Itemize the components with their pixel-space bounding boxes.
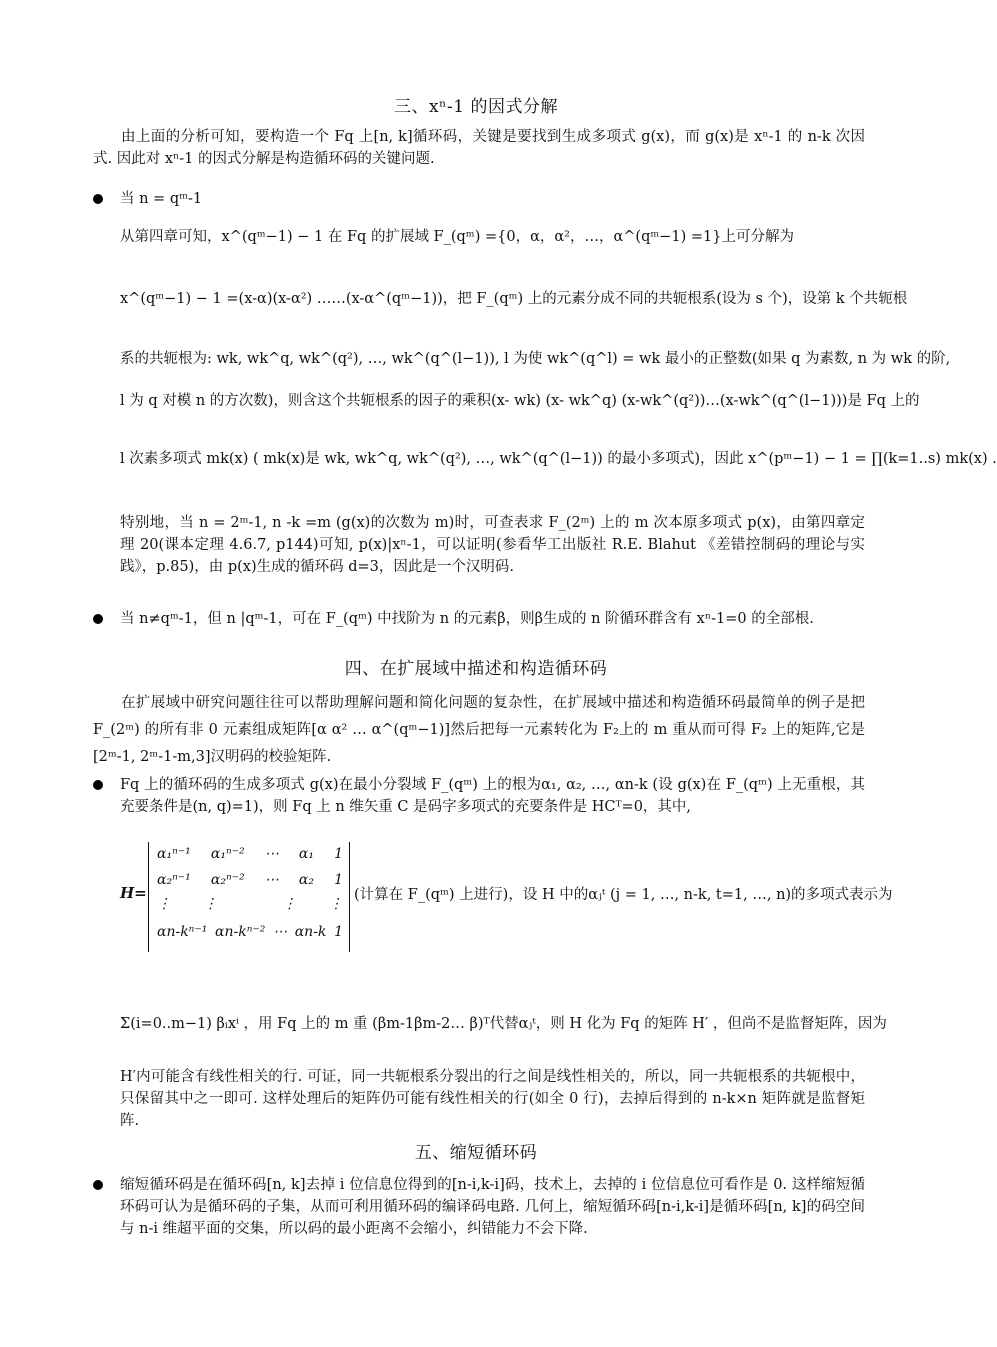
parity-matrix-block — [120, 838, 893, 958]
section-3-intro: 由上面的分析可知，要构造一个 Fq 上[n, k]循环码，关键是要找到生成多项式 g(x)，而 g(x)是 xⁿ-1 的 n-k 次因式. 因此对 xⁿ-1 的因式分解是构造循环码的关键问题. — [93, 129, 865, 167]
section-5-heading: 五、缩短循环码 — [414, 1143, 538, 1163]
section-4-heading: 四、在扩展域中描述和构造循环码 — [344, 659, 608, 679]
sum-line: Σ(i=0..m−1) βᵢxⁱ ，用 Fq 上的 m 重 (βm-1βm-2… β)ᵀ代替αⱼᵗ，则 H 化为 Fq 的矩阵 H′ ，但尚不是监督矩阵，因为 — [120, 1016, 887, 1032]
matrix-row: α₁ⁿ⁻¹ α₁ⁿ⁻² ⋯ α₁ 1 — [157, 846, 343, 862]
bullet-1-title: 当 n = qᵐ-1 — [120, 191, 203, 207]
bullet-2: 当 n≠qᵐ-1，但 n |qᵐ-1，可在 F_(qᵐ) 中找阶为 n 的元素β，则β生成的 n 阶循环群含有 xⁿ-1=0 的全部根. — [120, 611, 814, 627]
bullet-dot — [93, 780, 103, 790]
bullet-dot — [93, 614, 103, 624]
generator-roots-paragraph: Fq 上的循环码的生成多项式 g(x)在最小分裂域 F_(qᵐ) 上的根为α₁, α₂, …, αn-k (设 g(x)在 F_(qᵐ) 上无重根，其充要条件是(n, q)=1)，则 Fq 上 n 维矢重 C 是码字多项式的充要条件是 HCᵀ=0，其中, — [120, 777, 865, 815]
factorization-line-5: l 次素多项式 mk(x) ( mk(x)是 wk, wk^q, wk^(q²), …, wk^(q^(l−1)) 的最小多项式)，因此 x^(pᵐ−1) − 1 = ∏(k=1..s) mk(x) . — [120, 451, 997, 467]
matrix-row: α₂ⁿ⁻¹ α₂ⁿ⁻² ⋯ α₂ 1 — [157, 872, 343, 888]
shortened-code-paragraph: 缩短循环码是在循环码[n, k]去掉 i 位信息位得到的[n-i,k-i]码，技术上，去掉的 i 位信息位可看作是 0. 这样缩短循环码可认为是循环码的子集，从而可利用循环码的编译码电路. 几何上，缩短循环码[n-i,k-i]是循环码[n, k]的码空间与 n-i 维超平面的交集，所以码的最小距离不会缩小，纠错能力不会下降. — [120, 1177, 865, 1237]
bullet-dot — [93, 194, 103, 204]
matrix-row: ⋮ ⋮ ⋮ ⋮ — [157, 896, 343, 912]
hamming-paragraph: 特别地，当 n = 2ᵐ-1, n -k =m (g(x)的次数为 m)时，可查表求 F_(2ᵐ) 上的 m 次本原多项式 p(x)，由第四章定理 20(课本定理 4.6.7, p144)可知, p(x)|xⁿ-1，可以证明(参看华工出版社 R.E. Blahut 《差错控制码的理论与实践》，p.85)，由 p(x)生成的循环码 d=3，因此是一个汉明码. — [120, 515, 865, 575]
factorization-line-1: 从第四章可知，x^(qᵐ−1) − 1 在 Fq 的扩展域 F_(qᵐ) ={0，α，α²，…，α^(qᵐ−1) =1}上可分解为 — [120, 229, 794, 245]
section-3-heading: 三、xⁿ-1 的因式分解 — [394, 97, 558, 117]
factorization-line-3: 系的共轭根为: wk, wk^q, wk^(q²), …, wk^(q^(l−1)), l 为使 wk^(q^l) = wk 最小的正整数(如果 q 为素数, n 为 wk 的阶, — [120, 351, 951, 367]
matrix-row: αn-kⁿ⁻¹ αn-kⁿ⁻² ⋯ αn-k 1 — [157, 924, 343, 940]
matrix-label: H= — [120, 884, 147, 902]
factorization-line-2: x^(qᵐ−1) − 1 =(x-α)(x-α²) ……(x-α^(qᵐ−1))，把 F_(qᵐ) 上的元素分成不同的共轭根系(设为 s 个)，设第 k 个共轭根 — [120, 291, 908, 307]
section-4-intro: 在扩展域中研究问题往往可以帮助理解问题和简化问题的复杂性，在扩展域中描述和构造循环码最简单的例子是把 F_(2ᵐ) 的所有非 0 元素组成矩阵[α α² … α^(qᵐ−1)]然后把每一元素转化为 F₂上的 m 重从而可得 F₂ 上的矩阵,它是[2ᵐ-1, 2ᵐ-1-m,3]汉明码的校验矩阵. — [93, 695, 865, 765]
matrix-caption: (计算在 F_(qᵐ) 上进行)，设 H 中的αⱼᵗ (j = 1, …, n-k, t=1, …, n)的多项式表示为 — [354, 887, 893, 903]
bullet-dot — [93, 1180, 103, 1190]
factorization-line-4: l 为 q 对模 n 的方次数)，则含这个共轭根系的因子的乘积(x- wk) (x- wk^q) (x-wk^(q²))…(x-wk^(q^(l−1)))是 Fq 上的 — [120, 393, 920, 409]
check-matrix-paragraph: H′内可能含有线性相关的行. 可证，同一共轭根系分裂出的行之间是线性相关的，所以，同一共轭根系的共轭根中，只保留其中之一即可. 这样处理后的矩阵仍可能有线性相关的行(如全 0 行)，去掉后得到的 n-k×n 矩阵就是监督矩阵. — [120, 1069, 865, 1129]
matrix-h — [148, 842, 350, 952]
